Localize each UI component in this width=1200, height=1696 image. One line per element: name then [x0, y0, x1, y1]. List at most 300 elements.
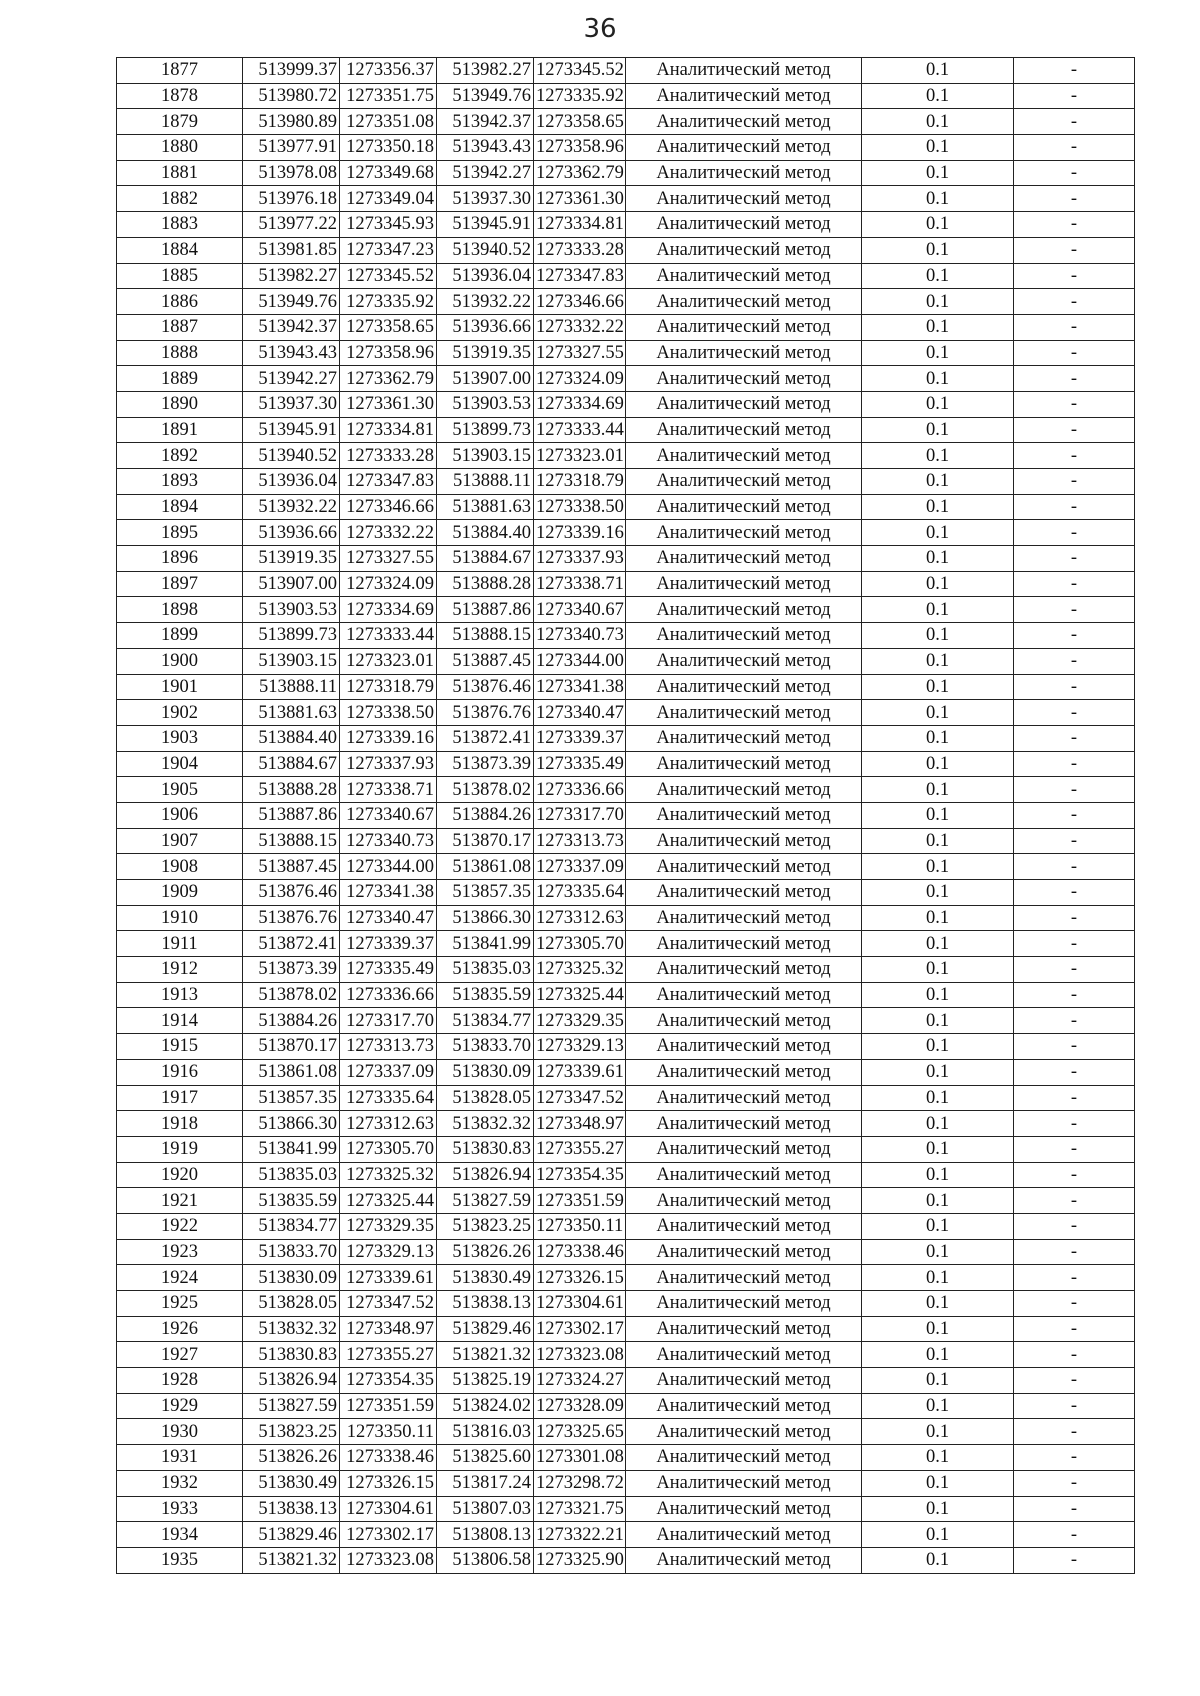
- point-number-cell: 1907: [117, 828, 243, 854]
- table-row: [117, 58, 1135, 84]
- y2-cell: 1273337.93: [534, 546, 626, 572]
- point-number-cell: 1909: [117, 880, 243, 906]
- point-number-cell: 1900: [117, 648, 243, 674]
- method-cell: Аналитический метод: [626, 83, 862, 109]
- note-cell: -: [1014, 109, 1135, 135]
- note-cell: -: [1014, 828, 1135, 854]
- error-cell: 0.1: [862, 1445, 1014, 1471]
- y2-cell: 1273345.52: [534, 58, 626, 84]
- x1-cell: 513903.53: [243, 597, 340, 623]
- note-cell: -: [1014, 1188, 1135, 1214]
- y1-cell: 1273351.75: [340, 83, 437, 109]
- point-number-cell: 1923: [117, 1239, 243, 1265]
- method-cell: Аналитический метод: [626, 520, 862, 546]
- error-cell: 0.1: [862, 109, 1014, 135]
- note-cell: -: [1014, 366, 1135, 392]
- note-cell: -: [1014, 186, 1135, 212]
- y1-cell: 1273356.37: [340, 58, 437, 84]
- point-number-cell: 1896: [117, 546, 243, 572]
- method-cell: Аналитический метод: [626, 802, 862, 828]
- y1-cell: 1273339.37: [340, 931, 437, 957]
- error-cell: 0.1: [862, 982, 1014, 1008]
- x2-cell: 513919.35: [437, 340, 534, 366]
- note-cell: -: [1014, 674, 1135, 700]
- note-cell: -: [1014, 1213, 1135, 1239]
- note-cell: -: [1014, 212, 1135, 238]
- error-cell: 0.1: [862, 520, 1014, 546]
- note-cell: -: [1014, 263, 1135, 289]
- error-cell: 0.1: [862, 751, 1014, 777]
- x2-cell: 513881.63: [437, 494, 534, 520]
- method-cell: Аналитический метод: [626, 880, 862, 906]
- error-cell: 0.1: [862, 160, 1014, 186]
- table-row: [117, 263, 1135, 289]
- error-cell: 0.1: [862, 725, 1014, 751]
- y1-cell: 1273325.32: [340, 1162, 437, 1188]
- table-row: [117, 1085, 1135, 1111]
- x1-cell: 513943.43: [243, 340, 340, 366]
- point-number-cell: 1908: [117, 854, 243, 880]
- y1-cell: 1273329.13: [340, 1239, 437, 1265]
- table-row: [117, 1445, 1135, 1471]
- x2-cell: 513876.46: [437, 674, 534, 700]
- point-number-cell: 1899: [117, 623, 243, 649]
- x1-cell: 513888.15: [243, 828, 340, 854]
- error-cell: 0.1: [862, 212, 1014, 238]
- y2-cell: 1273327.55: [534, 340, 626, 366]
- x2-cell: 513835.59: [437, 982, 534, 1008]
- note-cell: -: [1014, 777, 1135, 803]
- x2-cell: 513903.53: [437, 391, 534, 417]
- y1-cell: 1273334.69: [340, 597, 437, 623]
- x1-cell: 513899.73: [243, 623, 340, 649]
- table-row: [117, 1136, 1135, 1162]
- error-cell: 0.1: [862, 237, 1014, 263]
- y1-cell: 1273333.28: [340, 443, 437, 469]
- y2-cell: 1273298.72: [534, 1470, 626, 1496]
- note-cell: -: [1014, 957, 1135, 983]
- x1-cell: 513881.63: [243, 700, 340, 726]
- error-cell: 0.1: [862, 494, 1014, 520]
- point-number-cell: 1895: [117, 520, 243, 546]
- note-cell: -: [1014, 700, 1135, 726]
- y1-cell: 1273338.71: [340, 777, 437, 803]
- table-row: [117, 1239, 1135, 1265]
- error-cell: 0.1: [862, 1059, 1014, 1085]
- method-cell: Аналитический метод: [626, 751, 862, 777]
- y2-cell: 1273323.01: [534, 443, 626, 469]
- table-row: [117, 571, 1135, 597]
- y2-cell: 1273329.35: [534, 1008, 626, 1034]
- x1-cell: 513940.52: [243, 443, 340, 469]
- note-cell: -: [1014, 237, 1135, 263]
- point-number-cell: 1882: [117, 186, 243, 212]
- y1-cell: 1273305.70: [340, 1136, 437, 1162]
- x2-cell: 513907.00: [437, 366, 534, 392]
- method-cell: Аналитический метод: [626, 854, 862, 880]
- y2-cell: 1273340.73: [534, 623, 626, 649]
- x1-cell: 513838.13: [243, 1496, 340, 1522]
- error-cell: 0.1: [862, 1522, 1014, 1548]
- table-row: [117, 160, 1135, 186]
- x1-cell: 513876.46: [243, 880, 340, 906]
- method-cell: Аналитический метод: [626, 1470, 862, 1496]
- x1-cell: 513884.26: [243, 1008, 340, 1034]
- table-row: [117, 186, 1135, 212]
- y2-cell: 1273335.92: [534, 83, 626, 109]
- x2-cell: 513982.27: [437, 58, 534, 84]
- x1-cell: 513833.70: [243, 1239, 340, 1265]
- point-number-cell: 1878: [117, 83, 243, 109]
- x1-cell: 513841.99: [243, 1136, 340, 1162]
- x1-cell: 513887.86: [243, 802, 340, 828]
- x2-cell: 513857.35: [437, 880, 534, 906]
- y2-cell: 1273361.30: [534, 186, 626, 212]
- y2-cell: 1273340.47: [534, 700, 626, 726]
- y1-cell: 1273347.23: [340, 237, 437, 263]
- point-number-cell: 1927: [117, 1342, 243, 1368]
- y2-cell: 1273358.96: [534, 135, 626, 161]
- x2-cell: 513828.05: [437, 1085, 534, 1111]
- x2-cell: 513806.58: [437, 1547, 534, 1573]
- x2-cell: 513841.99: [437, 931, 534, 957]
- table-row: [117, 469, 1135, 495]
- table-row: [117, 520, 1135, 546]
- y1-cell: 1273334.81: [340, 417, 437, 443]
- y1-cell: 1273345.52: [340, 263, 437, 289]
- x2-cell: 513838.13: [437, 1291, 534, 1317]
- y1-cell: 1273340.73: [340, 828, 437, 854]
- x1-cell: 513866.30: [243, 1111, 340, 1137]
- table-row: [117, 1496, 1135, 1522]
- table-row: [117, 1522, 1135, 1548]
- note-cell: -: [1014, 1059, 1135, 1085]
- x1-cell: 513936.04: [243, 469, 340, 495]
- x2-cell: 513878.02: [437, 777, 534, 803]
- method-cell: Аналитический метод: [626, 1059, 862, 1085]
- table-row: [117, 1470, 1135, 1496]
- x2-cell: 513830.83: [437, 1136, 534, 1162]
- x2-cell: 513888.28: [437, 571, 534, 597]
- method-cell: Аналитический метод: [626, 1188, 862, 1214]
- note-cell: -: [1014, 1111, 1135, 1137]
- method-cell: Аналитический метод: [626, 1136, 862, 1162]
- y2-cell: 1273318.79: [534, 469, 626, 495]
- y1-cell: 1273327.55: [340, 546, 437, 572]
- x1-cell: 513977.22: [243, 212, 340, 238]
- y1-cell: 1273332.22: [340, 520, 437, 546]
- error-cell: 0.1: [862, 1342, 1014, 1368]
- y2-cell: 1273344.00: [534, 648, 626, 674]
- error-cell: 0.1: [862, 340, 1014, 366]
- y1-cell: 1273348.97: [340, 1316, 437, 1342]
- x1-cell: 513834.77: [243, 1213, 340, 1239]
- x1-cell: 513826.94: [243, 1368, 340, 1394]
- table-row: [117, 289, 1135, 315]
- y2-cell: 1273333.28: [534, 237, 626, 263]
- error-cell: 0.1: [862, 1368, 1014, 1394]
- y2-cell: 1273355.27: [534, 1136, 626, 1162]
- point-number-cell: 1889: [117, 366, 243, 392]
- y2-cell: 1273354.35: [534, 1162, 626, 1188]
- method-cell: Аналитический метод: [626, 1291, 862, 1317]
- point-number-cell: 1924: [117, 1265, 243, 1291]
- x2-cell: 513824.02: [437, 1393, 534, 1419]
- error-cell: 0.1: [862, 1419, 1014, 1445]
- table-row: [117, 417, 1135, 443]
- x1-cell: 513942.37: [243, 314, 340, 340]
- table-row: [117, 1111, 1135, 1137]
- x2-cell: 513832.32: [437, 1111, 534, 1137]
- x2-cell: 513899.73: [437, 417, 534, 443]
- y1-cell: 1273358.65: [340, 314, 437, 340]
- table-row: [117, 597, 1135, 623]
- y2-cell: 1273351.59: [534, 1188, 626, 1214]
- table-row: [117, 546, 1135, 572]
- error-cell: 0.1: [862, 1136, 1014, 1162]
- error-cell: 0.1: [862, 469, 1014, 495]
- y1-cell: 1273347.52: [340, 1291, 437, 1317]
- y1-cell: 1273347.83: [340, 469, 437, 495]
- y2-cell: 1273348.97: [534, 1111, 626, 1137]
- point-number-cell: 1931: [117, 1445, 243, 1471]
- y1-cell: 1273351.08: [340, 109, 437, 135]
- note-cell: -: [1014, 1445, 1135, 1471]
- note-cell: -: [1014, 1085, 1135, 1111]
- point-number-cell: 1920: [117, 1162, 243, 1188]
- point-number-cell: 1890: [117, 391, 243, 417]
- error-cell: 0.1: [862, 1393, 1014, 1419]
- x2-cell: 513940.52: [437, 237, 534, 263]
- x1-cell: 513830.09: [243, 1265, 340, 1291]
- point-number-cell: 1892: [117, 443, 243, 469]
- note-cell: -: [1014, 1316, 1135, 1342]
- x2-cell: 513829.46: [437, 1316, 534, 1342]
- x1-cell: 513884.40: [243, 725, 340, 751]
- point-number-cell: 1933: [117, 1496, 243, 1522]
- y1-cell: 1273336.66: [340, 982, 437, 1008]
- point-number-cell: 1919: [117, 1136, 243, 1162]
- y2-cell: 1273347.83: [534, 263, 626, 289]
- x2-cell: 513932.22: [437, 289, 534, 315]
- note-cell: -: [1014, 417, 1135, 443]
- error-cell: 0.1: [862, 391, 1014, 417]
- method-cell: Аналитический метод: [626, 777, 862, 803]
- table-row: [117, 1393, 1135, 1419]
- x2-cell: 513884.26: [437, 802, 534, 828]
- point-number-cell: 1898: [117, 597, 243, 623]
- y2-cell: 1273332.22: [534, 314, 626, 340]
- y2-cell: 1273339.37: [534, 725, 626, 751]
- x1-cell: 513888.28: [243, 777, 340, 803]
- note-cell: -: [1014, 1239, 1135, 1265]
- error-cell: 0.1: [862, 1265, 1014, 1291]
- page-number: 36: [583, 14, 617, 44]
- point-number-cell: 1915: [117, 1034, 243, 1060]
- table-row: [117, 777, 1135, 803]
- point-number-cell: 1897: [117, 571, 243, 597]
- x1-cell: 513942.27: [243, 366, 340, 392]
- method-cell: Аналитический метод: [626, 571, 862, 597]
- point-number-cell: 1883: [117, 212, 243, 238]
- table-row: [117, 391, 1135, 417]
- method-cell: Аналитический метод: [626, 494, 862, 520]
- table-row: [117, 905, 1135, 931]
- method-cell: Аналитический метод: [626, 417, 862, 443]
- note-cell: -: [1014, 135, 1135, 161]
- y1-cell: 1273349.68: [340, 160, 437, 186]
- note-cell: -: [1014, 1547, 1135, 1573]
- error-cell: 0.1: [862, 1111, 1014, 1137]
- note-cell: -: [1014, 1496, 1135, 1522]
- method-cell: Аналитический метод: [626, 1111, 862, 1137]
- method-cell: Аналитический метод: [626, 1239, 862, 1265]
- x1-cell: 513999.37: [243, 58, 340, 84]
- point-number-cell: 1902: [117, 700, 243, 726]
- x1-cell: 513887.45: [243, 854, 340, 880]
- point-number-cell: 1917: [117, 1085, 243, 1111]
- note-cell: -: [1014, 160, 1135, 186]
- x1-cell: 513936.66: [243, 520, 340, 546]
- table-row: [117, 1265, 1135, 1291]
- y1-cell: 1273337.09: [340, 1059, 437, 1085]
- table-body: [117, 58, 1135, 1574]
- table-row: [117, 135, 1135, 161]
- x2-cell: 513888.15: [437, 623, 534, 649]
- point-number-cell: 1877: [117, 58, 243, 84]
- x1-cell: 513888.11: [243, 674, 340, 700]
- method-cell: Аналитический метод: [626, 1393, 862, 1419]
- note-cell: -: [1014, 648, 1135, 674]
- x1-cell: 513878.02: [243, 982, 340, 1008]
- note-cell: -: [1014, 1393, 1135, 1419]
- y2-cell: 1273341.38: [534, 674, 626, 700]
- method-cell: Аналитический метод: [626, 1008, 862, 1034]
- y2-cell: 1273302.17: [534, 1316, 626, 1342]
- error-cell: 0.1: [862, 58, 1014, 84]
- error-cell: 0.1: [862, 777, 1014, 803]
- x1-cell: 513980.72: [243, 83, 340, 109]
- x1-cell: 513826.26: [243, 1445, 340, 1471]
- y2-cell: 1273333.44: [534, 417, 626, 443]
- note-cell: -: [1014, 340, 1135, 366]
- y2-cell: 1273301.08: [534, 1445, 626, 1471]
- y2-cell: 1273321.75: [534, 1496, 626, 1522]
- x2-cell: 513823.25: [437, 1213, 534, 1239]
- method-cell: Аналитический метод: [626, 674, 862, 700]
- error-cell: 0.1: [862, 828, 1014, 854]
- point-number-cell: 1906: [117, 802, 243, 828]
- table-row: [117, 314, 1135, 340]
- note-cell: -: [1014, 802, 1135, 828]
- y2-cell: 1273339.61: [534, 1059, 626, 1085]
- y1-cell: 1273344.00: [340, 854, 437, 880]
- x1-cell: 513977.91: [243, 135, 340, 161]
- method-cell: Аналитический метод: [626, 314, 862, 340]
- x1-cell: 513884.67: [243, 751, 340, 777]
- point-number-cell: 1928: [117, 1368, 243, 1394]
- y2-cell: 1273338.50: [534, 494, 626, 520]
- method-cell: Аналитический метод: [626, 1496, 862, 1522]
- table-row: [117, 1368, 1135, 1394]
- point-number-cell: 1891: [117, 417, 243, 443]
- method-cell: Аналитический метод: [626, 725, 862, 751]
- x2-cell: 513826.26: [437, 1239, 534, 1265]
- y1-cell: 1273358.96: [340, 340, 437, 366]
- x1-cell: 513872.41: [243, 931, 340, 957]
- y2-cell: 1273305.70: [534, 931, 626, 957]
- x2-cell: 513884.40: [437, 520, 534, 546]
- note-cell: -: [1014, 1342, 1135, 1368]
- error-cell: 0.1: [862, 623, 1014, 649]
- x2-cell: 513807.03: [437, 1496, 534, 1522]
- note-cell: -: [1014, 905, 1135, 931]
- y2-cell: 1273335.64: [534, 880, 626, 906]
- method-cell: Аналитический метод: [626, 546, 862, 572]
- error-cell: 0.1: [862, 1470, 1014, 1496]
- y2-cell: 1273346.66: [534, 289, 626, 315]
- method-cell: Аналитический метод: [626, 289, 862, 315]
- method-cell: Аналитический метод: [626, 1265, 862, 1291]
- method-cell: Аналитический метод: [626, 982, 862, 1008]
- x1-cell: 513907.00: [243, 571, 340, 597]
- point-number-cell: 1912: [117, 957, 243, 983]
- y2-cell: 1273326.15: [534, 1265, 626, 1291]
- y1-cell: 1273350.18: [340, 135, 437, 161]
- method-cell: Аналитический метод: [626, 237, 862, 263]
- point-number-cell: 1901: [117, 674, 243, 700]
- x1-cell: 513829.46: [243, 1522, 340, 1548]
- y1-cell: 1273340.67: [340, 802, 437, 828]
- x1-cell: 513835.59: [243, 1188, 340, 1214]
- y1-cell: 1273335.64: [340, 1085, 437, 1111]
- method-cell: Аналитический метод: [626, 1085, 862, 1111]
- y1-cell: 1273339.61: [340, 1265, 437, 1291]
- x2-cell: 513825.19: [437, 1368, 534, 1394]
- x1-cell: 513919.35: [243, 546, 340, 572]
- method-cell: Аналитический метод: [626, 1034, 862, 1060]
- y2-cell: 1273362.79: [534, 160, 626, 186]
- note-cell: -: [1014, 1008, 1135, 1034]
- error-cell: 0.1: [862, 648, 1014, 674]
- error-cell: 0.1: [862, 880, 1014, 906]
- table-row: [117, 1419, 1135, 1445]
- y2-cell: 1273338.71: [534, 571, 626, 597]
- error-cell: 0.1: [862, 1162, 1014, 1188]
- point-number-cell: 1880: [117, 135, 243, 161]
- y1-cell: 1273323.01: [340, 648, 437, 674]
- y2-cell: 1273323.08: [534, 1342, 626, 1368]
- y2-cell: 1273336.66: [534, 777, 626, 803]
- y1-cell: 1273325.44: [340, 1188, 437, 1214]
- y1-cell: 1273317.70: [340, 1008, 437, 1034]
- y2-cell: 1273328.09: [534, 1393, 626, 1419]
- y2-cell: 1273339.16: [534, 520, 626, 546]
- y2-cell: 1273340.67: [534, 597, 626, 623]
- y2-cell: 1273324.09: [534, 366, 626, 392]
- y2-cell: 1273338.46: [534, 1239, 626, 1265]
- method-cell: Аналитический метод: [626, 469, 862, 495]
- x1-cell: 513932.22: [243, 494, 340, 520]
- table-row: [117, 1059, 1135, 1085]
- note-cell: -: [1014, 571, 1135, 597]
- point-number-cell: 1905: [117, 777, 243, 803]
- x1-cell: 513830.49: [243, 1470, 340, 1496]
- method-cell: Аналитический метод: [626, 391, 862, 417]
- table-row: [117, 828, 1135, 854]
- table-row: [117, 340, 1135, 366]
- method-cell: Аналитический метод: [626, 109, 862, 135]
